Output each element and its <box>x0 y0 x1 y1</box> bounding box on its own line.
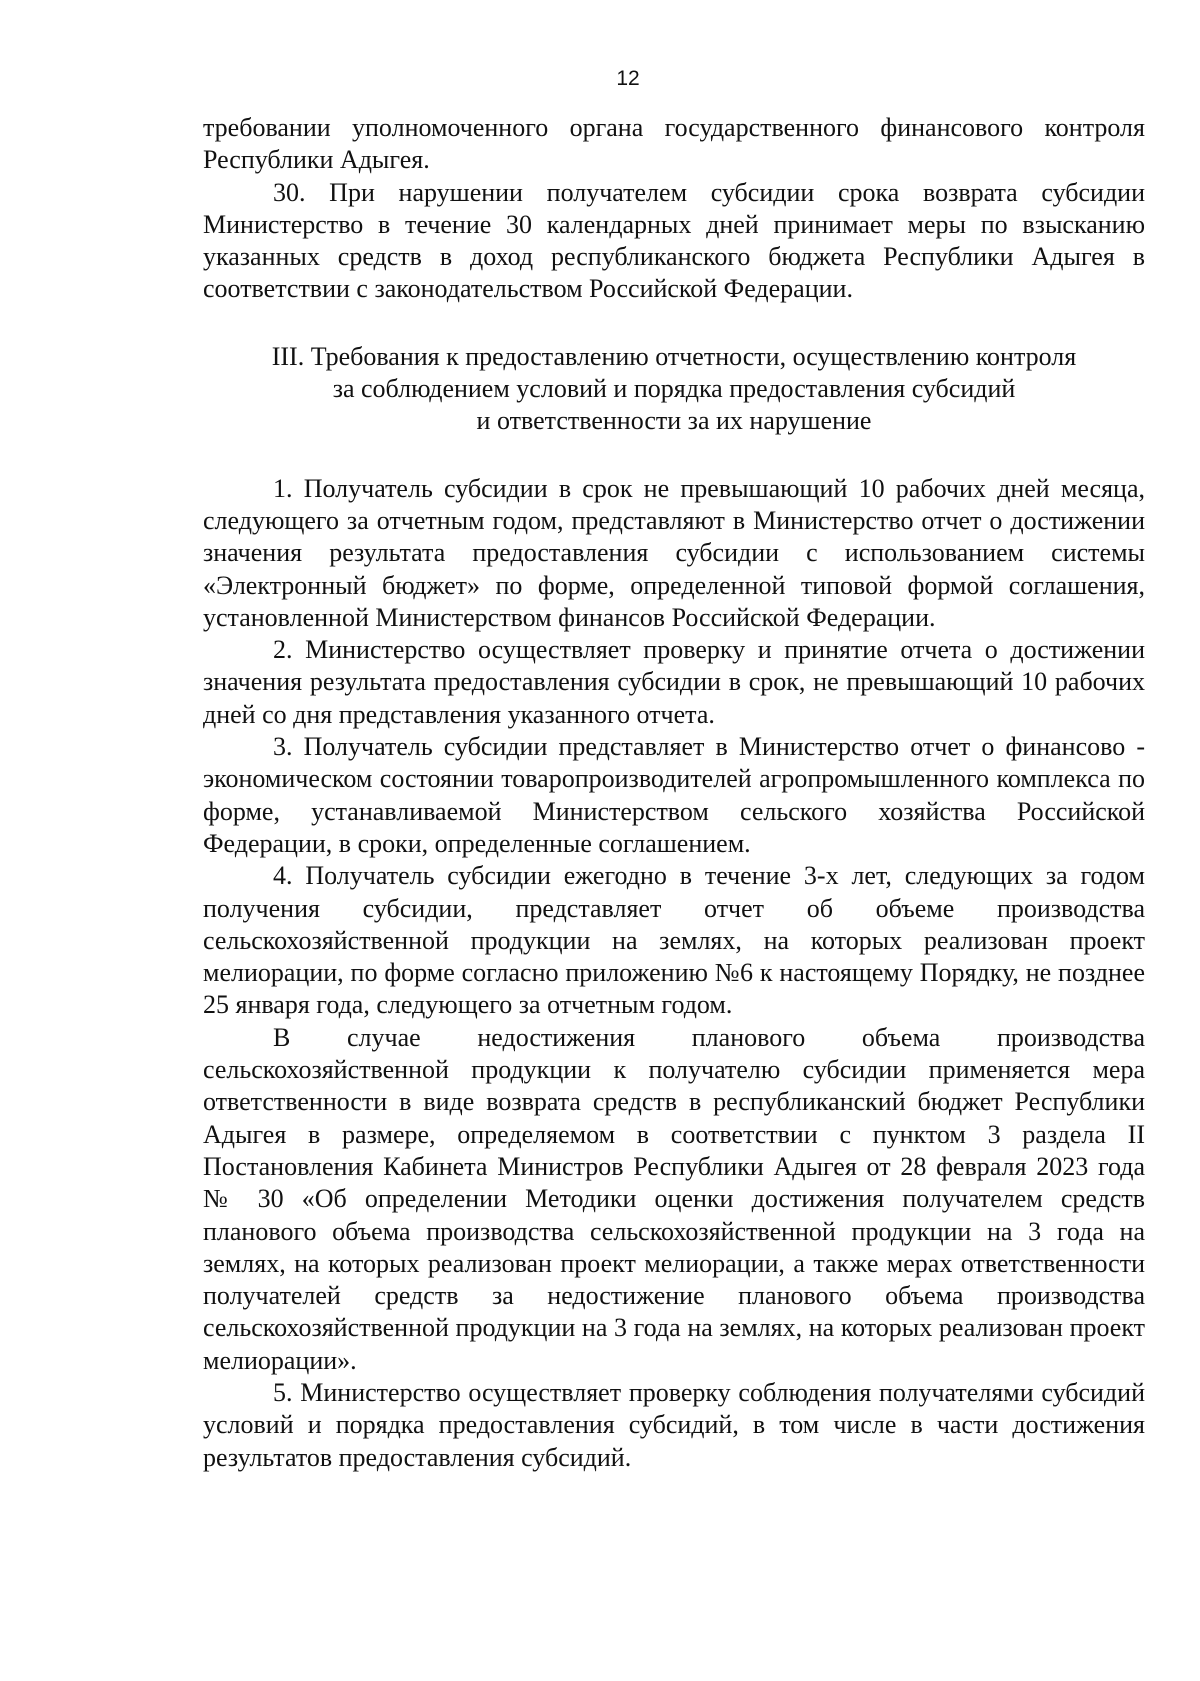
paragraph-item-5: 5. Министерство осуществляет проверку соблюдения получателями субсидий условий и порядка предоставления субсидий, в том числе в части достижения результатов предоставления субсидий. <box>203 1377 1145 1472</box>
section-heading-line: III. Требования к предоставлению отчетности, осуществлению контроля <box>271 341 1077 371</box>
section-heading-line: и ответственности за их нарушение <box>476 406 872 436</box>
document-body <box>203 112 1145 1474</box>
paragraph-continuation: требовании уполномоченного органа государственного финансового контроля Республики Адыгея. <box>203 113 1145 175</box>
paragraph-item-4-continuation: В случае недостижения планового объема производства сельскохозяйственной продукции к получателю субсидии применяется мера ответственности в виде возврата средств в республиканский бюджет Республики Адыгея в размере, определяемом в соответствии с пунктом 3 раздела II Постановления Кабинета Министров Республики Адыгея от 28 февраля 2023 года № 30 «Об определении Методики оценки достижения получателем средств планового объема производства сельскохозяйственной продукции на 3 года на землях, на которых реализован проект мелиорации, а также мерах ответственности получателей средств за недостижение планового объема производства сельскохозяйственной продукции на 3 года на землях, на которых реализован проект мелиорации». <box>203 1022 1145 1375</box>
paragraph-item-4: 4. Получатель субсидии ежегодно в течение 3-х лет, следующих за годом получения субсидии, представляет отчет об объеме производства сельскохозяйственной продукции на землях, на которых реализован проект мелиорации, по форме согласно приложению №6 к настоящему Порядку, не позднее 25 января года, следующего за отчетным годом. <box>203 861 1145 1020</box>
paragraph-item-30: 30. При нарушении получателем субсидии срока возврата субсидии Министерство в течение 30 календарных дней принимает меры по взысканию указанных средств в доход республиканского бюджета Республики Адыгея в соответствии с законодательством Российской Федерации. <box>203 177 1145 304</box>
section-heading <box>203 341 1145 438</box>
page-number: 12 <box>616 67 640 90</box>
section-heading-line: за соблюдением условий и порядка предоставления субсидий <box>332 374 1016 404</box>
paragraph-item-1: 1. Получатель субсидии в срок не превышающий 10 рабочих дней месяца, следующего за отчетным годом, представляют в Министерство отчет о достижении значения результата предоставления субсидии с использованием системы «Электронный бюджет» по форме, определенной типовой формой соглашения, установленной Министерством финансов Российской Федерации. <box>203 473 1145 632</box>
paragraph-item-2: 2. Министерство осуществляет проверку и принятие отчета о достижении значения результата предоставления субсидии в срок, не превышающий 10 рабочих дней со дня представления указанного отчета. <box>203 635 1145 729</box>
paragraph-item-3: 3. Получатель субсидии представляет в Министерство отчет о финансово - экономическом состоянии товаропроизводителей агропромышленного комплекса по форме, устанавливаемой Министерством сельского хозяйства Российской Федерации, в сроки, определенные соглашением. <box>203 732 1145 858</box>
